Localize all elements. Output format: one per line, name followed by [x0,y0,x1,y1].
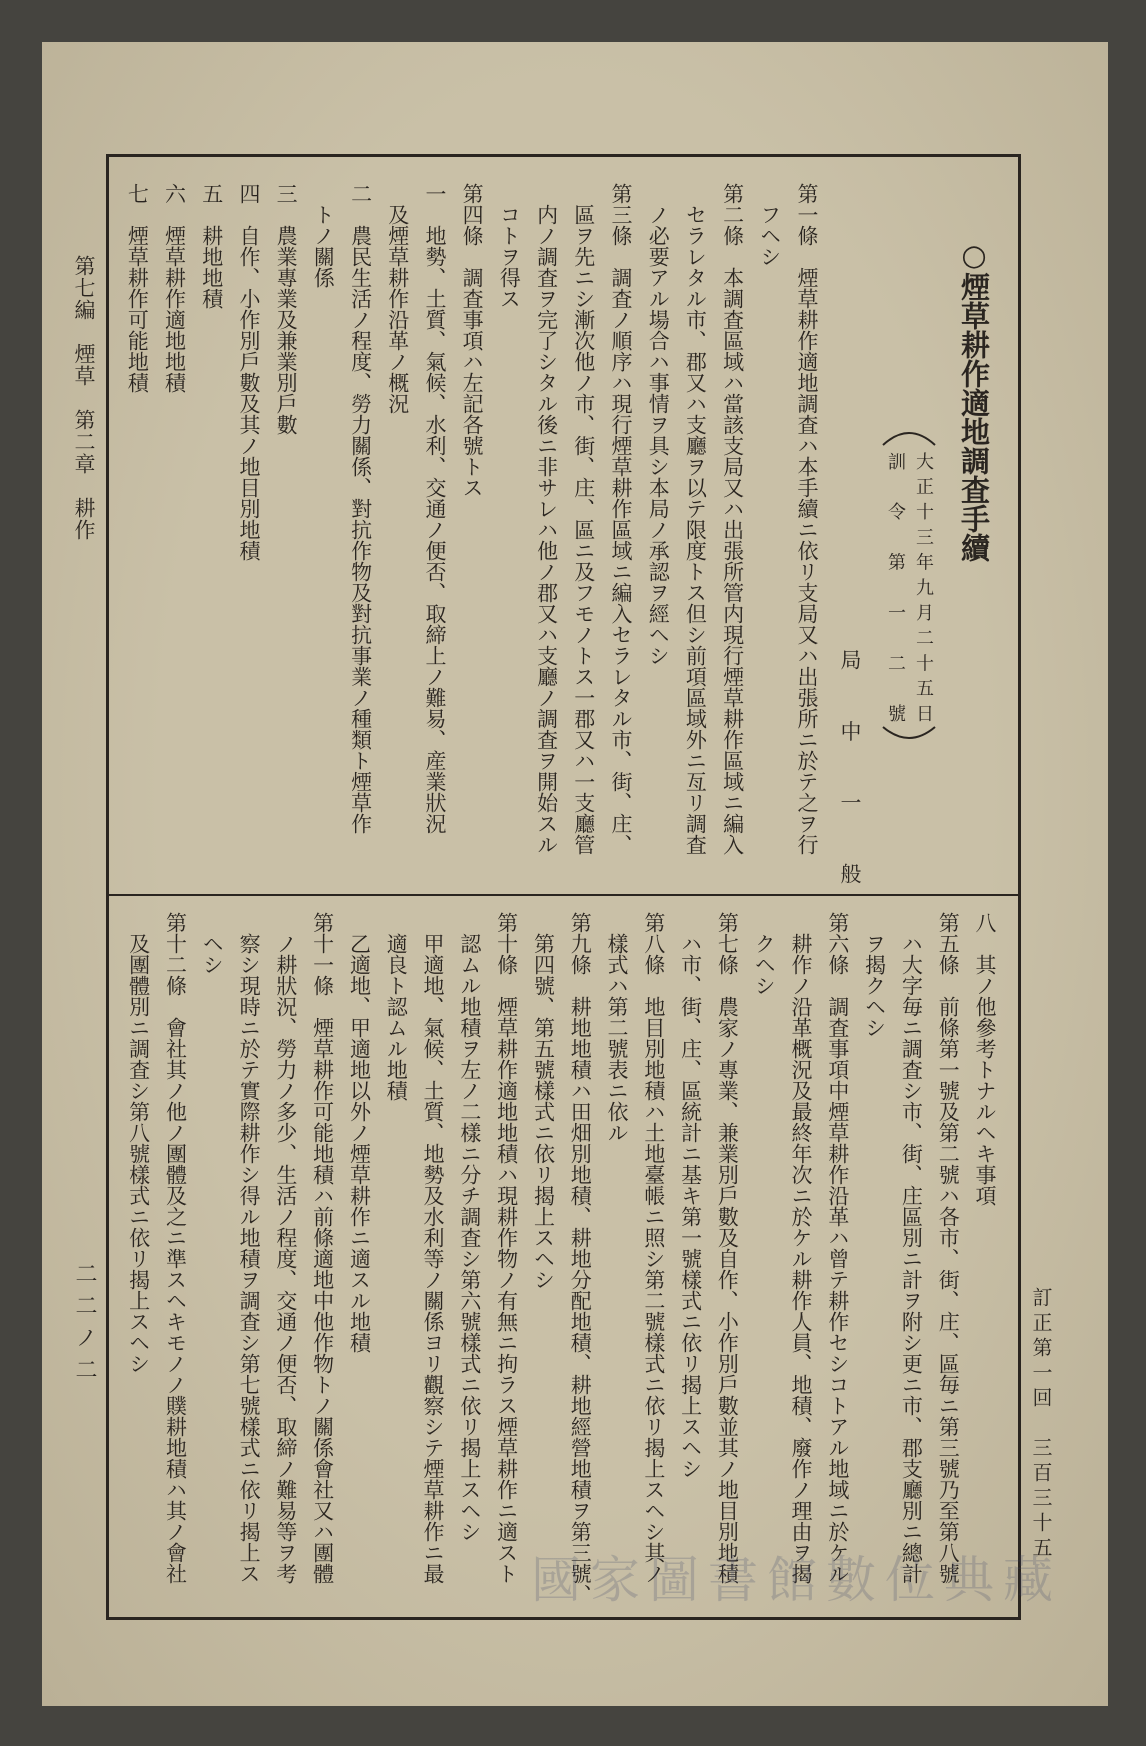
item-1-continuation: 及煙草耕作沿革ノ概況 [385,204,410,414]
article-9-line: 第九條 耕地地積ハ田畑別地積、耕地分配地積、耕地經營地積ヲ第三號、 [568,912,593,1605]
article-5-continuation: ハ大字毎ニ調査シ市、街、庄區別ニ計ヲ附シ更ニ市、郡支廳別ニ總計 [899,933,924,1584]
article-11-line: 第十一條 煙草耕作可能地積ハ前條適地中他作物トノ關係會社又ハ團體 [310,912,335,1584]
class-a-continuation: 適良ト認ムル地積 [384,933,409,1101]
article-12-continuation: 及團體別ニ調査シ第八號樣式ニ依リ揭上スヘシ [126,933,151,1374]
page-number: 二二ノ二 [72,1262,97,1390]
article-8-continuation: 樣式ハ第二號表ニ依ル [605,933,630,1143]
issue-date: 大正十三年九月二十五日 [913,452,934,722]
item-7-line: 七 煙草耕作可能地積 [125,183,150,393]
item-6-line: 六 煙草耕作適地地積 [162,183,187,393]
article-2-line: 第二條 本調査區域ハ當該支局又ハ出張所管内現行煙草耕作區域ニ編入 [720,183,745,855]
class-a-line: 甲適地、氣候、土質、地勢及水利等ノ關係ヨリ觀察シテ煙草耕作ニ最 [421,933,446,1584]
article-2-continuation: ノ必要アル場合ハ事情ヲ具シ本局ノ承認ヲ經ヘシ [646,204,671,666]
frame-divider [106,894,1021,896]
article-6-continuation: 耕作ノ沿革概況及最終年次ニ於ケル耕作人員、地積、廢作ノ理由ヲ揭 [789,933,814,1584]
revision-note: 訂正第一回 三百三十五 [1029,1287,1053,1562]
article-2-continuation: セラレタル市、郡又ハ支廳ヲ以テ限度トス但シ前項區域外ニ亙リ調査 [683,204,708,855]
article-11-continuation: ノ耕狀況、勞力ノ多少、生活ノ程度、交通ノ便否、取締ノ難易等ヲ考 [273,933,298,1584]
article-5-line: 第五條 前條第一號及第二號ハ各市、街、庄、區毎ニ第三號乃至第八號 [936,912,961,1584]
article-4-line: 第四條 調査事項ハ左記各號トス [460,183,485,498]
article-10-line: 第十條 煙草耕作適地地積ハ現耕作物ノ有無ニ拘ラス煙草耕作ニ適スト [494,912,519,1584]
article-11-continuation: ヘシ [200,933,225,975]
item-3-line: 三 農業專業及兼業別戶數 [274,183,299,435]
article-10-continuation: 認ムル地積ヲ左ノ二樣ニ分チ調査シ第六號樣式ニ依リ揭上スヘシ [457,933,482,1542]
article-5-continuation: ヲ揭クヘシ [862,933,887,1038]
article-7-continuation: ハ市、街、庄、區統計ニ基キ第一號樣式ニ依リ揭上スヘシ [678,933,703,1479]
item-4-line: 四 自作、小作別戶數及其ノ地目別地積 [236,183,261,561]
article-3-continuation: 區ヲ先ニシ漸次他ノ市、街、庄、區ニ及フモノトス一郡又ハ一支廳管 [571,204,596,855]
addressee: 局中一般 [838,649,862,884]
document-title: ○煙草耕作適地調査手續 [957,238,991,562]
article-11-continuation: 察シ現時ニ於テ實際耕作シ得ル地積ヲ調査シ第七號樣式ニ依リ揭上ス [237,933,262,1584]
article-1-continuation: フヘシ [757,204,782,267]
article-9-continuation: 第四號、第五號樣式ニ依リ揭上スヘシ [531,933,556,1290]
class-b-line: 乙適地、甲適地以外ノ煙草耕作ニ適スル地積 [347,933,372,1353]
lower-section [120,912,1003,1612]
article-3-continuation: コトヲ得ス [497,204,522,309]
directive-number: 訓令第一二號 [885,452,906,722]
article-6-line: 第六條 調査事項中煙草耕作沿革ハ曾テ耕作セシコトアル地域ニ於ケル [825,912,850,1584]
item-2-line: 二 農民生活ノ程度、勞力關係、對抗作物及對抗事業ノ種類ト煙草作 [348,183,373,834]
article-7-line: 第七條 農家ノ專業、兼業別戶數及自作、小作別戶數並其ノ地目別地積 [715,912,740,1584]
article-3-line: 第三條 調査ノ順序ハ現行煙草耕作區域ニ編入セラレタル市、街、庄、 [608,183,633,855]
library-watermark: 國家圖書館數位典藏 [531,1551,1062,1609]
item-2-continuation: トノ關係 [311,204,336,288]
article-1-line: 第一條 煙草耕作適地調査ハ本手續ニ依リ支局又ハ出張所ニ於テ之ヲ行 [795,183,819,855]
article-8-line: 第八條 地目別地積ハ土地臺帳ニ照シ第二號樣式ニ依リ揭上スヘシ其ノ [641,912,666,1584]
article-6-continuation: クヘシ [752,933,777,996]
item-1-line: 一 地勢、土質、氣候、水利、交通ノ便否、取締上ノ難易、産業狀況 [422,183,447,834]
article-3-continuation: 内ノ調査ヲ完了シタル後ニ非サレハ他ノ郡又ハ支廳ノ調査ヲ開始スル [534,204,559,855]
article-12-line: 第十二條 會社其ノ他ノ團體及之ニ準スヘキモノノ贌耕地積ハ其ノ會社 [163,912,188,1584]
running-head: 第七編 煙草 第二章 耕作 [72,255,96,541]
item-8-line: 八 其ノ他參考トナルヘキ事項 [973,912,997,1206]
item-5-line: 五 耕地地積 [199,183,224,309]
parentheses [880,425,938,745]
upper-section [118,183,825,889]
